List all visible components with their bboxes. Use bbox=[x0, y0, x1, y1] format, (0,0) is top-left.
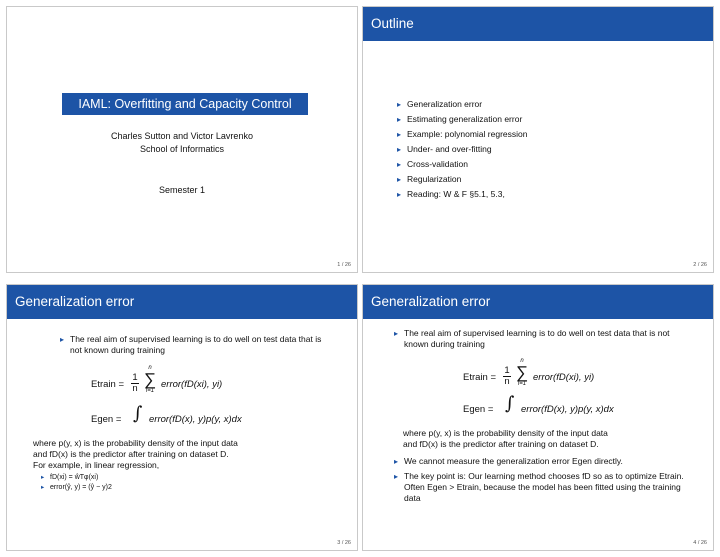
page-number: 4 / 26 bbox=[693, 540, 707, 546]
fraction bbox=[130, 373, 140, 394]
sum-upper: n bbox=[148, 365, 152, 371]
eq-rhs: error(fD(x), y)p(y, x)dx bbox=[521, 404, 614, 415]
outline-item: ▸ Under- and over-fitting bbox=[397, 144, 527, 155]
eq-lhs: Etrain = bbox=[463, 372, 497, 383]
eq-lhs: Egen = bbox=[91, 414, 122, 425]
sum-upper: n bbox=[520, 358, 524, 364]
page-number: 1 / 26 bbox=[337, 262, 351, 268]
bullet-item: ▸ The real aim of supervised learning is to do well on test data that is not known during training bbox=[60, 334, 330, 356]
eq-lhs: Etrain = bbox=[91, 379, 125, 390]
equation-train bbox=[91, 365, 291, 409]
outline-item: ▸ Estimating generalization error bbox=[397, 114, 527, 125]
summation: n ∑ i=1 bbox=[143, 365, 157, 394]
semester: Semester 1 bbox=[158, 185, 206, 195]
outline-item: ▸ Regularization bbox=[397, 174, 527, 185]
bullet-list-bottom bbox=[394, 456, 694, 504]
eq-lhs: Egen = bbox=[463, 404, 494, 415]
presentation-title: IAML: Overfitting and Capacity Control bbox=[62, 93, 308, 115]
slide-generalization-error-1 bbox=[6, 284, 358, 551]
fraction bbox=[502, 366, 512, 387]
summation: n ∑ i=1 bbox=[515, 358, 529, 387]
slide-outline bbox=[362, 6, 714, 273]
sum-lower: i=1 bbox=[517, 381, 527, 387]
slide-header: Outline bbox=[363, 7, 713, 41]
fraction-numerator: 1 bbox=[504, 365, 510, 376]
fraction-numerator: 1 bbox=[132, 372, 138, 383]
sum-lower: i=1 bbox=[145, 388, 155, 394]
bullet-item: ▸ The key point is: Our learning method chooses fD so as to optimize Etrain. Often Egen > Etrain, because the model has been fitted using the training data bbox=[394, 471, 694, 504]
fraction-denominator: n bbox=[132, 383, 138, 394]
page-number: 2 / 26 bbox=[693, 262, 707, 268]
bullet-item: ▸ The real aim of supervised learning is to do well on test data that is not known during training bbox=[394, 328, 694, 350]
eq-rhs: error(fD(xi), yi) bbox=[533, 372, 595, 383]
outline-item: ▸ Example: polynomial regression bbox=[397, 129, 527, 140]
page-number: 3 / 26 bbox=[337, 540, 351, 546]
example-item: ▸ error(ŷ, y) = (ŷ − y)2 bbox=[41, 483, 353, 493]
explanation-text bbox=[33, 438, 353, 493]
example-item: ▸ fD(xi) = ŵTφ(xi) bbox=[41, 473, 353, 483]
explanation-text bbox=[403, 428, 703, 450]
equation-gen: Egen = ∫ error(fD(x), y)p(y, x)dx bbox=[91, 403, 242, 425]
explanation-line: and fD(x) is the predictor after training on dataset D. bbox=[403, 439, 599, 449]
bullet-list bbox=[60, 334, 330, 356]
slide-title bbox=[6, 6, 358, 273]
outline-item: ▸ Cross-validation bbox=[397, 159, 527, 170]
explanation-line: For example, in linear regression, bbox=[33, 460, 160, 470]
outline-list bbox=[397, 99, 527, 200]
slide-header: Generalization error bbox=[7, 285, 357, 319]
equation-train bbox=[463, 358, 663, 402]
bullet-item: ▸ We cannot measure the generalization error Egen directly. bbox=[394, 456, 694, 467]
outline-item: ▸ Reading: W & F §5.1, 5.3, bbox=[397, 189, 527, 200]
explanation-line: where p(y, x) is the probability density of the input data bbox=[33, 438, 238, 448]
equation-gen: Egen = ∫ error(fD(x), y)p(y, x)dx bbox=[463, 393, 614, 415]
authors: Charles Sutton and Victor Lavrenko bbox=[111, 131, 253, 141]
bullet-list-top bbox=[394, 328, 694, 350]
outline-item: ▸ Generalization error bbox=[397, 99, 527, 110]
slide-generalization-error-2 bbox=[362, 284, 714, 551]
eq-rhs: error(fD(xi), yi) bbox=[161, 379, 223, 390]
explanation-line: and fD(x) is the predictor after training on dataset D. bbox=[33, 449, 229, 459]
explanation-line: where p(y, x) is the probability density of the input data bbox=[403, 428, 608, 438]
eq-rhs: error(fD(x), y)p(y, x)dx bbox=[149, 414, 242, 425]
example-list bbox=[41, 473, 353, 493]
institution: School of Informatics bbox=[139, 144, 225, 154]
slide-header: Generalization error bbox=[363, 285, 713, 319]
fraction-denominator: n bbox=[504, 376, 510, 387]
